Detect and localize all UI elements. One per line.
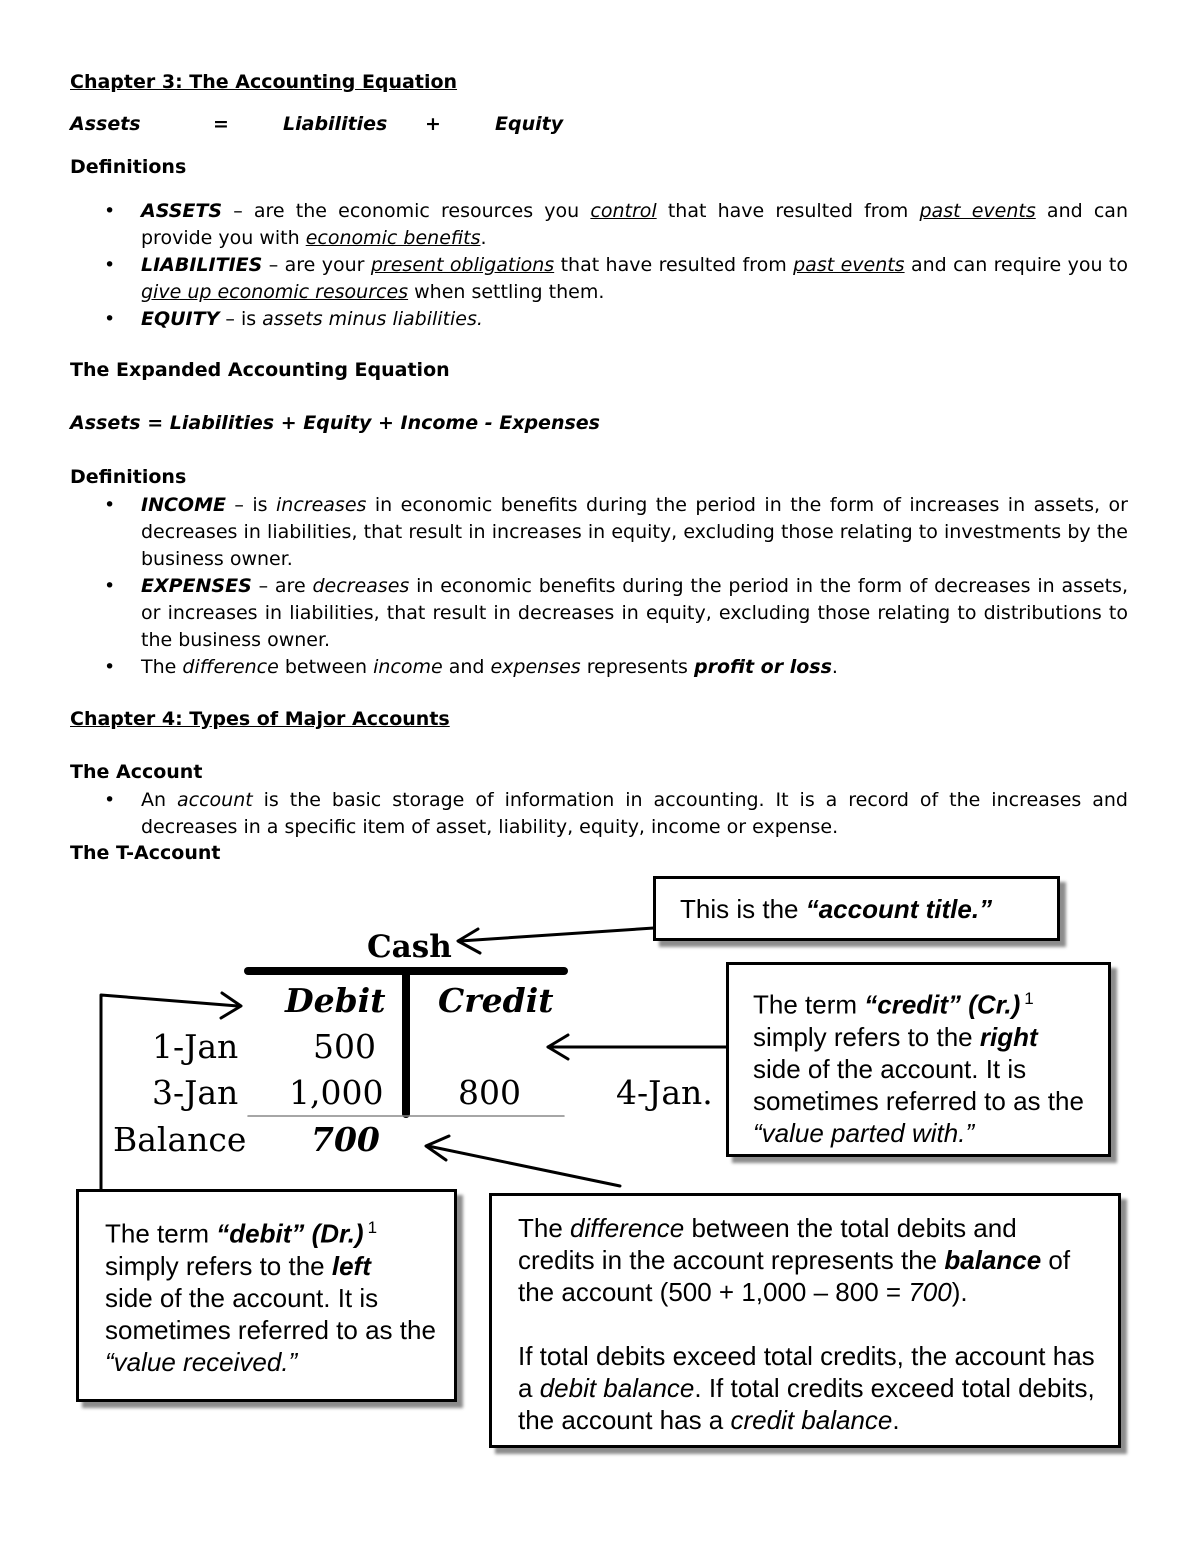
text-bold-italic: “account title.” [805,894,993,924]
callout-debit [76,1189,457,1402]
callout-balance-paragraph-1 [518,1212,1100,1308]
balance-value: 700 [311,1120,380,1159]
credit-label: Credit [438,981,554,1020]
text: – are your [262,254,371,276]
account-heading: The Account [70,761,203,783]
text: that have resulted from [554,254,794,276]
callout-balance-paragraph-2 [518,1340,1100,1436]
text-italic: difference [182,656,279,678]
term-profit-or-loss: profit or loss [694,656,832,678]
equation-assets: Assets [70,113,141,135]
callout-balance [489,1193,1121,1448]
equation-plus: + [425,113,441,135]
text: . [831,656,838,678]
text-italic: credit balance [730,1405,893,1435]
footnote-marker: 1 [1024,989,1034,1008]
equation-equals: = [213,113,229,135]
account-title: Cash [367,929,452,965]
equation-equity: Equity [495,113,564,135]
text: The term [105,1218,217,1249]
row-credit-date: 4-Jan. [616,1073,713,1112]
text-italic: income [373,656,443,678]
text: The [518,1213,571,1243]
text: This is the [680,894,806,924]
term-debit: “debit” (Dr.) [216,1218,364,1249]
text: – is [225,494,277,516]
text-italic: expenses [490,656,581,678]
chapter3-title: Chapter 3: The Accounting Equation [70,71,458,93]
term-liabilities: LIABILITIES [141,254,263,276]
term-credit: “credit” (Cr.) [864,989,1021,1020]
callout-account-title [653,876,1060,941]
text: that have resulted from [656,200,920,222]
text-bold-italic: balance [944,1245,1042,1275]
text: of the account (500 + 1,000 – 800 = [518,1245,1071,1307]
text: . [892,1405,900,1435]
arrow-balance-line [428,1146,620,1186]
text: represents [580,656,694,678]
footnote-marker: 1 [367,1218,378,1237]
debit-label: Debit [285,981,386,1020]
equation-liabilities: Liabilities [283,113,388,135]
text: If total debits exceed total credits, the account has a [518,1341,1095,1403]
text: . [480,227,487,249]
text: simply refers to the [753,1021,980,1052]
text: is the basic storage of information in accounting. It is a record of the increases and decreases in a specific item of asset, liability, equity, income or expense. [141,789,1128,838]
text-italic: assets minus liabilities. [262,308,483,330]
term-income: INCOME [141,494,226,516]
text: – is [219,308,263,330]
text: – are the economic resources you [222,200,591,222]
text: The [141,656,183,678]
text: when settling them. [408,281,605,303]
text-italic: debit balance [539,1373,695,1403]
text: . If total credits exceed total debits, the account has a [518,1373,1095,1435]
text: and can provide you with [141,200,1128,249]
text-italic: increases [276,494,367,516]
term-expenses: EXPENSES [141,575,252,597]
term-economic-benefits: economic benefits [305,227,481,249]
arrow-title-line [460,928,654,941]
term-equity: EQUITY [141,308,220,330]
term-present-obligations: present obligations [370,254,555,276]
text-italic: “value parted with.” [753,1117,975,1148]
text-italic: account [177,789,253,811]
term-give-up-resources: give up economic resources [141,281,409,303]
taccount-heading: The T-Account [70,842,221,864]
text: between the total debits and credits in the account represents the [518,1213,1017,1275]
text: The term [753,989,865,1020]
row-debit: 500 [313,1027,376,1066]
callout-credit [726,962,1111,1157]
text: in economic benefits during the period in the form of increases in assets, or decreases in liabilities, that result in increases in equity, excluding those relating to investments by the business owner. [141,494,1128,570]
text: – are [251,575,313,597]
chapter4-title: Chapter 4: Types of Major Accounts [70,708,450,730]
text-italic: 700 [908,1277,952,1307]
term-past-events: past events [793,254,905,276]
text-bold-italic: left [331,1250,371,1281]
row-credit: 800 [458,1073,521,1112]
text: simply refers to the [105,1250,332,1281]
text: and can require you to [904,254,1129,276]
row-debit: 1,000 [289,1073,384,1112]
expanded-equation: Assets = Liabilities + Equity + Income - Expenses [70,412,600,434]
row-date: 1-Jan [152,1027,239,1066]
term-past-events: past events [919,200,1036,222]
term-control: control [590,200,657,222]
text: ). [951,1277,968,1307]
text: between [278,656,374,678]
text-italic: decreases [312,575,410,597]
term-assets: ASSETS [141,200,223,222]
text: An [141,789,177,811]
text: in economic benefits during the period in the form of decreases in assets, or increases in liabilities, that result in decreases in equity, excluding those relating to distributions to the business owner. [141,575,1128,651]
definitions-heading: Definitions [70,156,187,178]
definitions2-heading: Definitions [70,466,187,488]
text-italic: “value received.” [105,1346,298,1377]
row-date: 3-Jan [152,1073,239,1112]
expanded-heading: The Expanded Accounting Equation [70,359,450,381]
text-bold-italic: right [979,1021,1038,1052]
text: side of the account. It is sometimes referred to as the [105,1282,436,1345]
text: and [442,656,491,678]
balance-label: Balance [113,1120,247,1159]
text: side of the account. It is sometimes referred to as the [753,1053,1084,1116]
text-italic: difference [570,1213,685,1243]
